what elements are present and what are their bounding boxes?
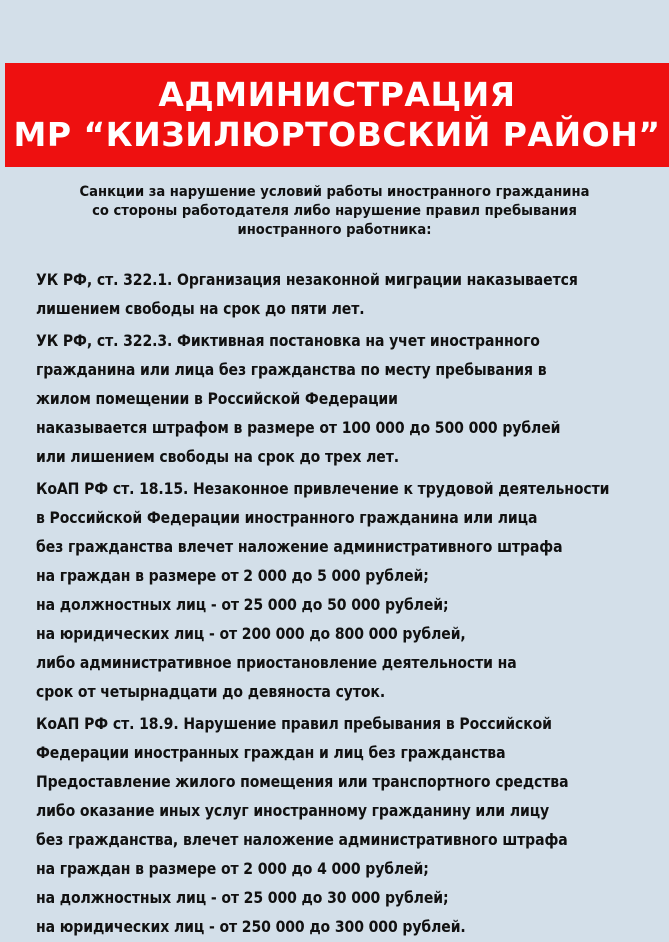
sanction-uk-322-1 [36,266,662,324]
text-line: Федерации иностранных граждан и лиц без гражданства [36,744,506,762]
sanction-koap-18-9 [36,710,662,942]
text-line: гражданина или лица без гражданства по месту пребывания в [36,361,547,379]
text-line: либо оказание иных услуг иностранному гражданину или лицу [36,802,550,820]
text-line: в Российской Федерации иностранного гражданина или лица [36,509,538,527]
text-line: на юридических лиц - от 250 000 до 300 000 рублей. [36,918,466,936]
text-line: на юридических лиц - от 200 000 до 800 000 рублей, [36,625,466,643]
banner-title-line-1: АДМИНИСТРАЦИЯ [158,75,516,114]
text-line: на должностных лиц - от 25 000 до 30 000 рублей; [36,889,449,907]
text-line: жилом помещении в Российской Федерации [36,390,398,408]
text-line: УК РФ, ст. 322.3. Фиктивная постановка на учет иностранного [36,332,540,350]
text-line: на должностных лиц - от 25 000 до 50 000 рублей; [36,596,449,614]
intro-line: Санкции за нарушение условий работы иностранного гражданина [79,183,590,200]
text-line: без гражданства, влечет наложение административного штрафа [36,831,568,849]
text-line: лишением свободы на срок до пяти лет. [36,300,365,318]
text-line: или лишением свободы на срок до трех лет. [36,448,399,466]
intro-heading [0,182,669,239]
text-line: КоАП РФ ст. 18.9. Нарушение правил пребывания в Российской [36,715,552,733]
banner-title-line-2: МР “КИЗИЛЮРТОВСКИЙ РАЙОН” [13,115,661,154]
intro-line: со стороны работодателя либо нарушение правил пребывания [92,202,577,219]
text-line: без гражданства влечет наложение административного штрафа [36,538,563,556]
text-line: срок от четырнадцати до девяноста суток. [36,683,386,701]
text-line: наказывается штрафом в размере от 100 000 до 500 000 рублей [36,419,561,437]
header-banner [5,63,669,167]
text-line: либо административное приостановление деятельности на [36,654,517,672]
text-line: на граждан в размере от 2 000 до 5 000 рублей; [36,567,429,585]
intro-line: иностранного работника: [237,221,432,238]
text-line: УК РФ, ст. 322.1. Организация незаконной миграции наказывается [36,271,578,289]
sanction-koap-18-15 [36,475,662,707]
sanctions-list [36,266,662,942]
sanction-uk-322-3 [36,327,662,472]
text-line: КоАП РФ ст. 18.15. Незаконное привлечение к трудовой деятельности [36,480,610,498]
text-line: на граждан в размере от 2 000 до 4 000 рублей; [36,860,429,878]
text-line: Предоставление жилого помещения или транспортного средства [36,773,569,791]
